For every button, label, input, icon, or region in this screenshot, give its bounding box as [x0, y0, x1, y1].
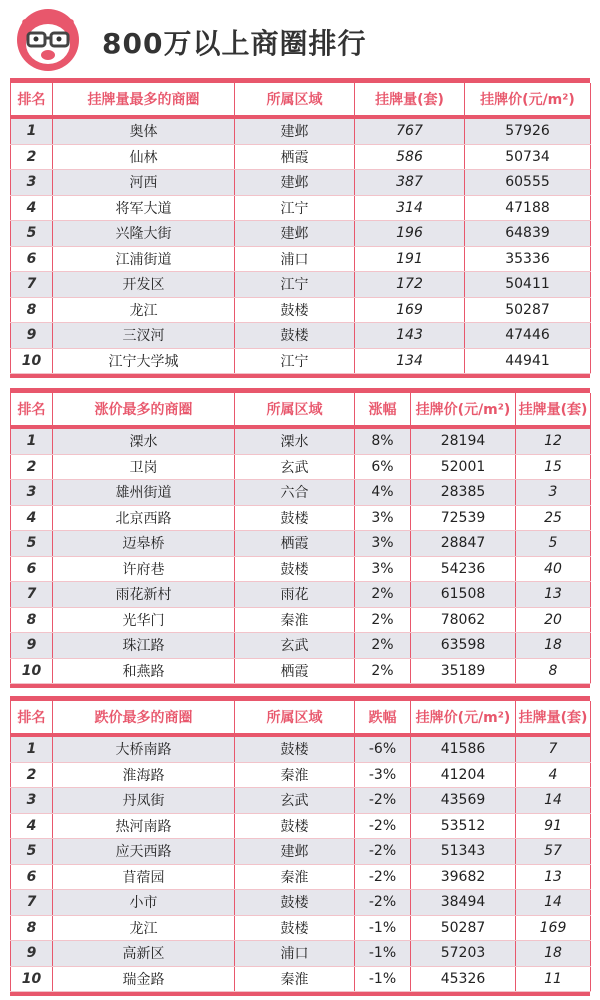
rank-cell: 5 [11, 531, 53, 557]
table-cell: 溧水 [53, 427, 235, 454]
table-cell: 44941 [465, 348, 591, 374]
table-cell: 苜蓿园 [53, 864, 235, 890]
table-header-row [11, 83, 591, 117]
rank-cell: 8 [11, 297, 53, 323]
table-header-row [11, 393, 591, 427]
table-cell: 秦淮 [235, 966, 355, 992]
rank-cell: 1 [11, 735, 53, 762]
column-header: 挂牌价(元/m²) [411, 393, 516, 427]
table-cell: 143 [355, 323, 465, 349]
table-row [11, 427, 591, 454]
table-cell: 4 [516, 762, 591, 788]
table-cell: 53512 [411, 813, 516, 839]
table-row [11, 788, 591, 814]
table-cell: 鼓楼 [235, 323, 355, 349]
column-header: 所属区域 [235, 393, 355, 427]
table-cell: 41586 [411, 735, 516, 762]
table-row [11, 915, 591, 941]
table-cell: 35336 [465, 246, 591, 272]
table-cell: -2% [355, 864, 411, 890]
table-cell: 浦口 [235, 941, 355, 967]
table-cell: -2% [355, 813, 411, 839]
ranking-table [10, 701, 591, 992]
rank-cell: 9 [11, 633, 53, 659]
table-row [11, 813, 591, 839]
column-header: 挂牌量(套) [516, 393, 591, 427]
table-cell: 91 [516, 813, 591, 839]
table-row [11, 864, 591, 890]
table-cell: -6% [355, 735, 411, 762]
rank-cell: 3 [11, 480, 53, 506]
table-cell: 41204 [411, 762, 516, 788]
rank-cell: 1 [11, 427, 53, 454]
table-body [11, 427, 591, 684]
column-header: 挂牌价(元/m²) [465, 83, 591, 117]
ranking-table [10, 393, 591, 684]
table-cell: 鼓楼 [235, 556, 355, 582]
rank-cell: 6 [11, 556, 53, 582]
rank-cell: 7 [11, 890, 53, 916]
table-cell: 45326 [411, 966, 516, 992]
table-row [11, 941, 591, 967]
rank-cell: 4 [11, 505, 53, 531]
table-row [11, 297, 591, 323]
table-row [11, 556, 591, 582]
rank-cell: 8 [11, 915, 53, 941]
table-cell: 溧水 [235, 427, 355, 454]
table-cell: 玄武 [235, 788, 355, 814]
table-cell: 64839 [465, 221, 591, 247]
table-cell: 大桥南路 [53, 735, 235, 762]
table-cell: 3% [355, 556, 411, 582]
table-cell: 387 [355, 170, 465, 196]
column-header: 所属区域 [235, 701, 355, 735]
table-cell: 57203 [411, 941, 516, 967]
table-cell: 秦淮 [235, 762, 355, 788]
table-row [11, 839, 591, 865]
table-cell: 江浦街道 [53, 246, 235, 272]
table-cell: 40 [516, 556, 591, 582]
table-cell: 57926 [465, 117, 591, 144]
table-cell: 196 [355, 221, 465, 247]
table-cell: -1% [355, 941, 411, 967]
table-cell: 35189 [411, 658, 516, 684]
table-section-price-rise [10, 388, 590, 688]
rank-cell: 6 [11, 246, 53, 272]
table-cell: 六合 [235, 480, 355, 506]
table-cell: 江宁 [235, 195, 355, 221]
table-row [11, 607, 591, 633]
table-cell: 龙江 [53, 915, 235, 941]
table-cell: 3 [516, 480, 591, 506]
rank-cell: 2 [11, 762, 53, 788]
page-title: 800万以上商圈排行 [102, 27, 367, 60]
rank-cell: 7 [11, 272, 53, 298]
table-row [11, 454, 591, 480]
mascot-logo-icon [14, 6, 82, 74]
table-cell: 丹凤街 [53, 788, 235, 814]
column-header: 排名 [11, 701, 53, 735]
table-cell: 瑞金路 [53, 966, 235, 992]
rank-cell: 3 [11, 170, 53, 196]
rank-cell: 10 [11, 348, 53, 374]
table-cell: 奥体 [53, 117, 235, 144]
table-cell: 134 [355, 348, 465, 374]
column-header: 排名 [11, 393, 53, 427]
table-cell: 河西 [53, 170, 235, 196]
table-row [11, 195, 591, 221]
table-row [11, 966, 591, 992]
table-row [11, 890, 591, 916]
column-header: 挂牌量(套) [355, 83, 465, 117]
table-cell: 6% [355, 454, 411, 480]
table-cell: 建邺 [235, 839, 355, 865]
table-cell: 11 [516, 966, 591, 992]
rank-cell: 1 [11, 117, 53, 144]
table-cell: 14 [516, 788, 591, 814]
table-cell: 2% [355, 633, 411, 659]
table-cell: 43569 [411, 788, 516, 814]
table-row [11, 658, 591, 684]
table-row [11, 531, 591, 557]
table-cell: 14 [516, 890, 591, 916]
table-row [11, 170, 591, 196]
table-cell: 28385 [411, 480, 516, 506]
column-header: 涨幅 [355, 393, 411, 427]
table-cell: 鼓楼 [235, 890, 355, 916]
table-row [11, 323, 591, 349]
table-row [11, 582, 591, 608]
table-cell: 8% [355, 427, 411, 454]
table-row [11, 735, 591, 762]
table-cell: 2% [355, 607, 411, 633]
table-cell: 3% [355, 531, 411, 557]
table-cell: 3% [355, 505, 411, 531]
table-cell: -3% [355, 762, 411, 788]
table-cell: 52001 [411, 454, 516, 480]
column-header: 涨价最多的商圈 [53, 393, 235, 427]
table-cell: -2% [355, 839, 411, 865]
table-row [11, 144, 591, 170]
table-cell: 72539 [411, 505, 516, 531]
rank-cell: 4 [11, 813, 53, 839]
table-cell: 建邺 [235, 117, 355, 144]
table-cell: 172 [355, 272, 465, 298]
table-cell: -1% [355, 966, 411, 992]
table-cell: 63598 [411, 633, 516, 659]
table-cell: 小市 [53, 890, 235, 916]
table-cell: 7 [516, 735, 591, 762]
table-cell: 雨花新村 [53, 582, 235, 608]
table-cell: 39682 [411, 864, 516, 890]
table-cell: 169 [516, 915, 591, 941]
table-cell: 15 [516, 454, 591, 480]
table-row [11, 348, 591, 374]
table-cell: -1% [355, 915, 411, 941]
table-cell: 秦淮 [235, 864, 355, 890]
table-cell: 25 [516, 505, 591, 531]
table-cell: 12 [516, 427, 591, 454]
table-section-price-drop [10, 696, 590, 996]
table-cell: 28847 [411, 531, 516, 557]
table-cell: 2% [355, 658, 411, 684]
table-row [11, 505, 591, 531]
table-cell: 玄武 [235, 454, 355, 480]
table-cell: 热河南路 [53, 813, 235, 839]
rank-cell: 3 [11, 788, 53, 814]
table-cell: 50411 [465, 272, 591, 298]
table-cell: 鼓楼 [235, 735, 355, 762]
rank-cell: 8 [11, 607, 53, 633]
table-cell: 光华门 [53, 607, 235, 633]
column-header: 挂牌量(套) [516, 701, 591, 735]
table-cell: 鼓楼 [235, 813, 355, 839]
table-cell: 61508 [411, 582, 516, 608]
table-cell: 13 [516, 582, 591, 608]
table-cell: 54236 [411, 556, 516, 582]
table-cell: 鼓楼 [235, 297, 355, 323]
table-cell: 许府巷 [53, 556, 235, 582]
page-header [0, 0, 600, 80]
table-cell: 60555 [465, 170, 591, 196]
table-cell: 建邺 [235, 221, 355, 247]
table-cell: 卫岗 [53, 454, 235, 480]
table-cell: 秦淮 [235, 607, 355, 633]
column-header: 跌价最多的商圈 [53, 701, 235, 735]
table-cell: 169 [355, 297, 465, 323]
table-cell: 57 [516, 839, 591, 865]
table-cell: 建邺 [235, 170, 355, 196]
section-bottom-bar [10, 684, 590, 688]
table-cell: 浦口 [235, 246, 355, 272]
table-cell: 三汊河 [53, 323, 235, 349]
table-cell: 50287 [465, 297, 591, 323]
column-header: 挂牌量最多的商圈 [53, 83, 235, 117]
table-body [11, 117, 591, 374]
table-cell: 47446 [465, 323, 591, 349]
table-cell: 栖霞 [235, 658, 355, 684]
rank-cell: 4 [11, 195, 53, 221]
table-cell: 28194 [411, 427, 516, 454]
table-cell: 50734 [465, 144, 591, 170]
rank-cell: 9 [11, 941, 53, 967]
section-bottom-bar [10, 992, 590, 996]
table-cell: 47188 [465, 195, 591, 221]
table-row [11, 480, 591, 506]
table-cell: -2% [355, 788, 411, 814]
table-cell: 4% [355, 480, 411, 506]
rank-cell: 5 [11, 221, 53, 247]
table-cell: 仙林 [53, 144, 235, 170]
rank-cell: 2 [11, 454, 53, 480]
table-cell: 珠江路 [53, 633, 235, 659]
ranking-table [10, 83, 591, 374]
table-cell: 18 [516, 633, 591, 659]
table-cell: 50287 [411, 915, 516, 941]
table-cell: 雨花 [235, 582, 355, 608]
table-row [11, 762, 591, 788]
table-cell: 兴隆大街 [53, 221, 235, 247]
table-row [11, 633, 591, 659]
column-header: 所属区域 [235, 83, 355, 117]
column-header: 挂牌价(元/m²) [411, 701, 516, 735]
table-cell: 玄武 [235, 633, 355, 659]
table-section-listing-count [10, 78, 590, 378]
table-cell: 191 [355, 246, 465, 272]
rank-cell: 9 [11, 323, 53, 349]
table-cell: 江宁大学城 [53, 348, 235, 374]
table-body [11, 735, 591, 992]
rank-cell: 7 [11, 582, 53, 608]
table-cell: 767 [355, 117, 465, 144]
table-cell: 8 [516, 658, 591, 684]
table-cell: 应天西路 [53, 839, 235, 865]
rank-cell: 10 [11, 658, 53, 684]
table-cell: 江宁 [235, 272, 355, 298]
table-cell: 2% [355, 582, 411, 608]
column-header: 排名 [11, 83, 53, 117]
table-cell: 开发区 [53, 272, 235, 298]
table-row [11, 117, 591, 144]
table-cell: 栖霞 [235, 531, 355, 557]
column-header: 跌幅 [355, 701, 411, 735]
table-cell: 鼓楼 [235, 505, 355, 531]
table-cell: 迈皋桥 [53, 531, 235, 557]
table-cell: 78062 [411, 607, 516, 633]
section-bottom-bar [10, 374, 590, 378]
table-cell: 高新区 [53, 941, 235, 967]
rank-cell: 5 [11, 839, 53, 865]
table-row [11, 246, 591, 272]
rank-cell: 2 [11, 144, 53, 170]
table-cell: 栖霞 [235, 144, 355, 170]
table-cell: 18 [516, 941, 591, 967]
table-cell: 314 [355, 195, 465, 221]
table-cell: 将军大道 [53, 195, 235, 221]
table-cell: 51343 [411, 839, 516, 865]
table-cell: 13 [516, 864, 591, 890]
table-cell: 鼓楼 [235, 915, 355, 941]
table-cell: 北京西路 [53, 505, 235, 531]
table-cell: 江宁 [235, 348, 355, 374]
table-cell: 586 [355, 144, 465, 170]
rank-cell: 6 [11, 864, 53, 890]
table-cell: 5 [516, 531, 591, 557]
table-cell: 38494 [411, 890, 516, 916]
table-cell: 淮海路 [53, 762, 235, 788]
table-cell: 龙江 [53, 297, 235, 323]
table-cell: 雄州街道 [53, 480, 235, 506]
table-cell: 和燕路 [53, 658, 235, 684]
rank-cell: 10 [11, 966, 53, 992]
table-cell: -2% [355, 890, 411, 916]
table-header-row [11, 701, 591, 735]
table-cell: 20 [516, 607, 591, 633]
table-row [11, 221, 591, 247]
table-row [11, 272, 591, 298]
